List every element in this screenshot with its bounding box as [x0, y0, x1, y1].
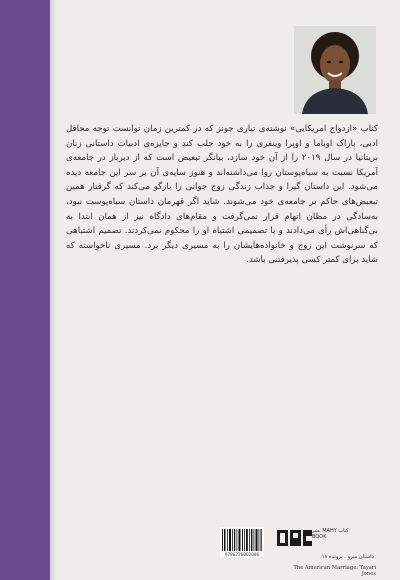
- author-photo: [294, 26, 376, 114]
- book-description: [66, 122, 378, 300]
- barcode-icon: [220, 527, 264, 553]
- author-portrait-icon: [294, 26, 376, 114]
- book-description-text: کتاب «ازدواج امریکایی» نوشته‌ی تیاری جونز که در کمترین زمان توانست توجه محافل ادبی، باراک اوباما و اوپرا وینفری را به خود جلب کند و جایزه‌ی ادبیات داستانی زنان بریتانیا در سال ۲۰۱۹ را از آن خود سازد، بیانگر تبعیض است که از دیرباز در جامعه‌ی آمریکا نسبت به سیاه‌پوستان روا می‌داشته‌اند و هنوز سایه‌ی آن بر سر این جامعه دیده می‌شود. این داستان گیرا و جذاب زندگی زوج جوانی را بازگو می‌کند که گرفتار همین تبعیض‌های حاکم بر جامعه‌ی خود می‌شوند. شاید اگر قهرمان داستان سیاه‌پوست نبود، به‌سادگی در مظان اتهام قرار نمی‌گرفت و مقام‌های دادگاه نیز از همان ابتدا به بی‌گناهی‌اش رأی می‌دادند و با تصمیمی اشتباه او را محکوم نمی‌کردند. تصمیم اشتباهی که سرنوشت این زوج و خانواده‌هایشان را به مسیری دیگر برد. مسیری ناخواسته که شاید برای کمتر کسی پذیرفتنی باشد.: [66, 124, 378, 266]
- series-info: داستان میرو . پرونده ۱۸: [321, 554, 374, 560]
- publisher-name: نشر MAHY کتاب BOOK: [312, 528, 349, 540]
- spine-shadow: [50, 0, 56, 580]
- purple-spine: [0, 0, 50, 580]
- publisher-logo-icon: [275, 527, 315, 549]
- publisher-logo: [275, 527, 315, 549]
- english-title: The American Marriage: Tayari Jones: [293, 565, 376, 577]
- isbn-number: 9786226002006: [224, 553, 260, 558]
